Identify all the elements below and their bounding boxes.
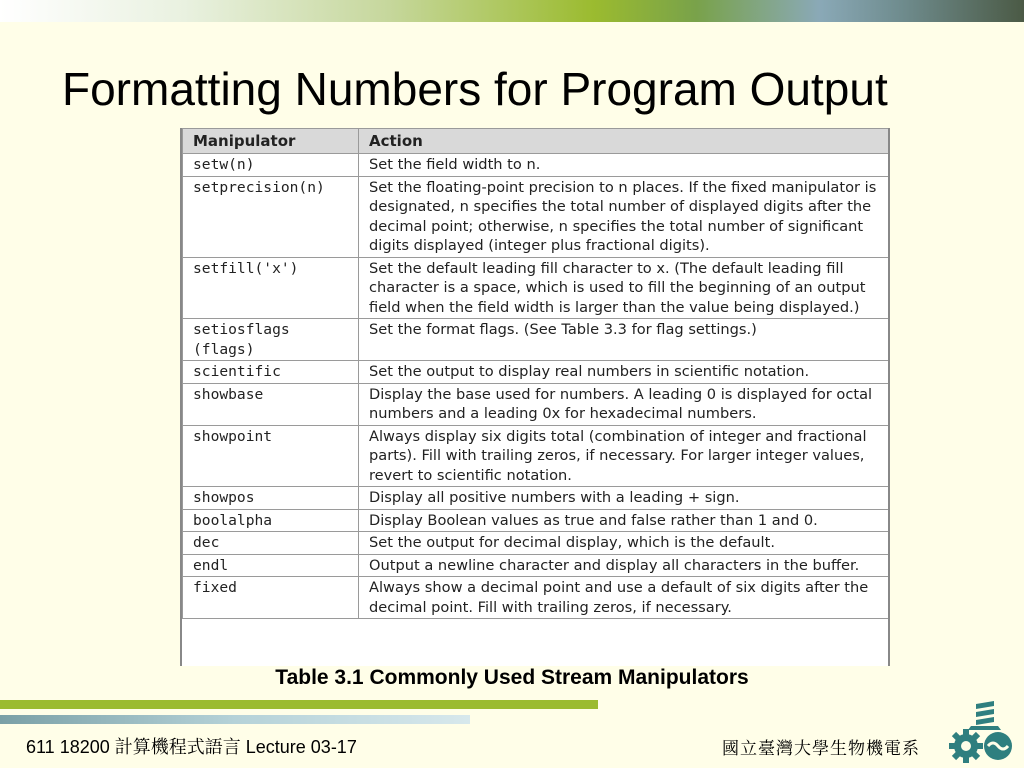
manipulator-cell: showpoint <box>183 425 359 487</box>
manipulator-cell: setiosflags (flags) <box>183 319 359 361</box>
manipulator-cell: fixed <box>183 577 359 619</box>
manipulator-cell: showbase <box>183 383 359 425</box>
top-decorative-bar <box>0 0 1024 22</box>
column-header-action: Action <box>359 129 889 154</box>
table-row <box>183 425 889 487</box>
manipulator-cell: dec <box>183 532 359 555</box>
action-cell: Set the default leading fill character to x. (The default leading fill character is a space, which is used to fill the beginning of an output field when the field width is larger than the value being displayed.) <box>359 257 889 319</box>
table-row <box>183 487 889 510</box>
action-cell: Set the field width to n. <box>359 154 889 177</box>
column-header-manipulator: Manipulator <box>183 129 359 154</box>
table-row <box>183 361 889 384</box>
action-cell: Set the format flags. (See Table 3.3 for flag settings.) <box>359 319 889 361</box>
action-cell: Output a newline character and display all characters in the buffer. <box>359 554 889 577</box>
action-cell: Set the floating-point precision to n places. If the fixed manipulator is designated, n specifies the total number of displayed digits after the decimal point; otherwise, n specifies the total number of significant digits displayed (integer plus fractional digits). <box>359 176 889 257</box>
action-cell: Set the output for decimal display, which is the default. <box>359 532 889 555</box>
table-row <box>183 577 889 619</box>
manipulator-cell: scientific <box>183 361 359 384</box>
footer-course-lecture: 611 18200 計算機程式語言 Lecture 03-17 <box>26 737 357 757</box>
table-row <box>183 319 889 361</box>
table-row <box>183 176 889 257</box>
table-header-row <box>183 129 889 154</box>
action-cell: Display the base used for numbers. A leading 0 is displayed for octal numbers and a leading 0x for hexadecimal numbers. <box>359 383 889 425</box>
table-caption: Table 3.1 Commonly Used Stream Manipulators <box>275 666 749 689</box>
footer-accent-line-green <box>0 700 598 709</box>
table-row <box>183 554 889 577</box>
table-row <box>183 257 889 319</box>
action-cell: Display Boolean values as true and false rather than 1 and 0. <box>359 509 889 532</box>
manipulator-cell: setprecision(n) <box>183 176 359 257</box>
table-row <box>183 509 889 532</box>
manipulator-cell: boolalpha <box>183 509 359 532</box>
action-cell: Display all positive numbers with a leading + sign. <box>359 487 889 510</box>
manipulator-cell: setw(n) <box>183 154 359 177</box>
manipulator-table-container <box>180 128 890 666</box>
table-row <box>183 154 889 177</box>
ntu-bime-gear-logo-icon <box>946 700 1018 766</box>
manipulator-cell: showpos <box>183 487 359 510</box>
footer-department: 國立臺灣大學生物機電系 <box>722 739 920 759</box>
slide-title: Formatting Numbers for Program Output <box>62 63 888 115</box>
action-cell: Set the output to display real numbers in scientific notation. <box>359 361 889 384</box>
table-row <box>183 383 889 425</box>
manipulator-table <box>182 128 889 619</box>
manipulator-cell: setfill('x') <box>183 257 359 319</box>
action-cell: Always display six digits total (combination of integer and fractional parts). Fill with trailing zeros, if necessary. For larger integer values, revert to scientific notation. <box>359 425 889 487</box>
table-row <box>183 532 889 555</box>
manipulator-cell: endl <box>183 554 359 577</box>
footer-accent-line-gray <box>0 715 470 724</box>
action-cell: Always show a decimal point and use a default of six digits after the decimal point. Fill with trailing zeros, if necessary. <box>359 577 889 619</box>
